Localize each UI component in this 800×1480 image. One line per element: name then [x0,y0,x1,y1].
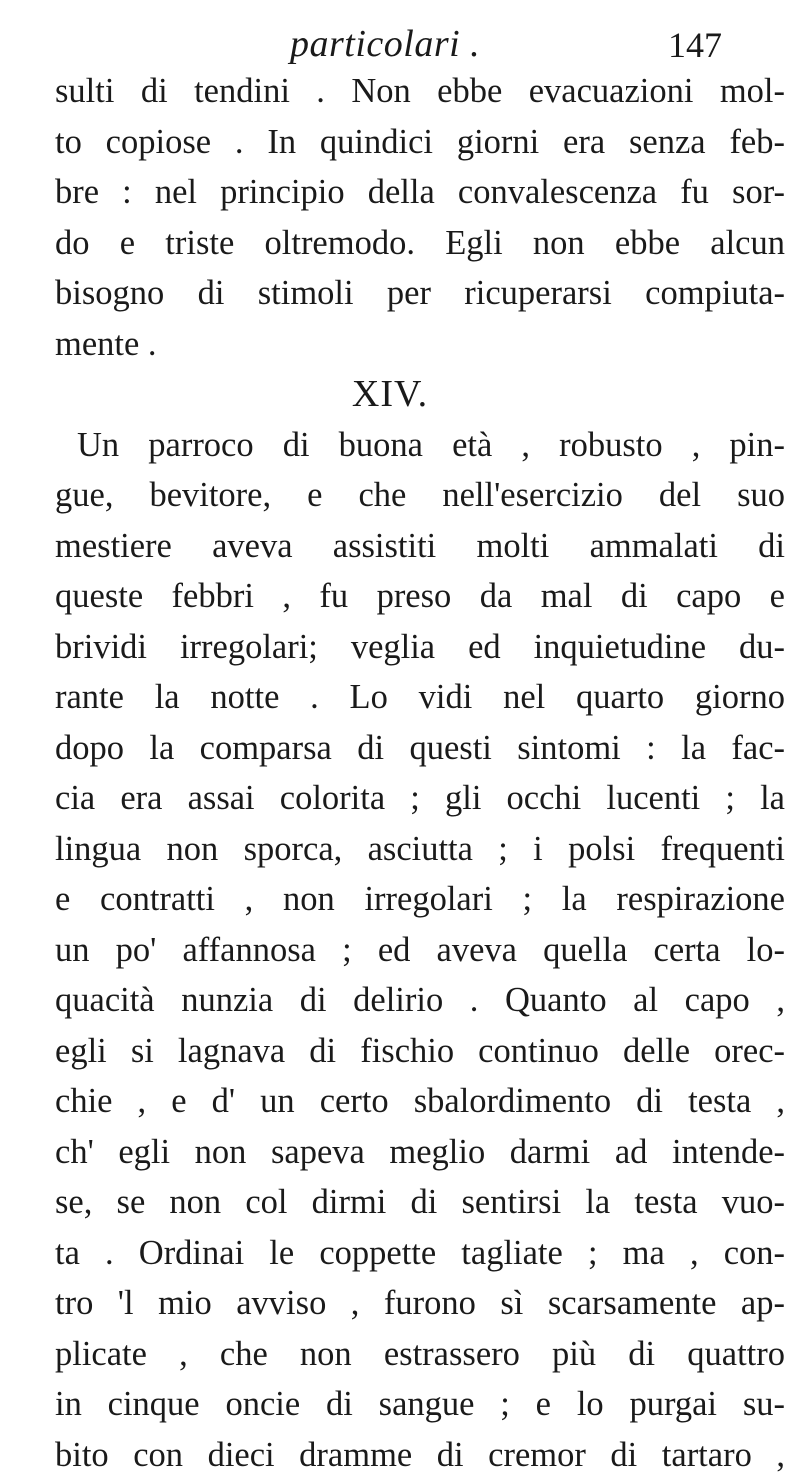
text-line: tro 'l mio avviso , furono sì scarsamente ap- [55,1278,785,1329]
text-line: egli si lagnava di fischio continuo delle orec- [55,1026,785,1077]
text-line: bre : nel principio della convalescenza fu sor- [55,167,785,218]
text-line: queste febbri , fu preso da mal di capo e [55,571,785,622]
text-line: to copiose . In quindici giorni era senza feb- [55,117,785,168]
text-line: dopo la comparsa di questi sintomi : la fac- [55,723,785,774]
page-number: 147 [668,24,722,66]
text-line: lingua non sporca, asciutta ; i polsi frequenti [55,824,785,875]
text-line: sulti di tendini . Non ebbe evacuazioni mol- [55,66,785,117]
text-line: in cinque oncie di sangue ; e lo purgai su- [55,1379,785,1430]
text-line: bisogno di stimoli per ricuperarsi compiuta- [55,268,785,319]
text-line: un po' affannosa ; ed aveva quella certa lo- [55,925,785,976]
text-line: rante la notte . Lo vidi nel quarto giorno [55,672,785,723]
text-line: ta . Ordinai le coppette tagliate ; ma , con- [55,1228,785,1279]
text-line: cia era assai colorita ; gli occhi lucenti ; la [55,773,785,824]
text-line: chie , e d' un certo sbalordimento di testa , [55,1076,785,1127]
text-line: quacità nunzia di delirio . Quanto al capo , [55,975,785,1026]
text-line: mestiere aveva assistiti molti ammalati di [55,521,785,572]
text-line: gue, bevitore, e che nell'esercizio del suo [55,470,785,521]
body-text [55,66,785,1480]
text-line: do e triste oltremodo. Egli non ebbe alcun [55,218,785,269]
text-line: e contratti , non irregolari ; la respirazione [55,874,785,925]
text-line: mente . [55,319,785,370]
section-heading: XIV. [55,369,785,420]
running-title: particolari . [290,22,480,66]
text-line: ch' egli non sapeva meglio darmi ad intende- [55,1127,785,1178]
running-head [0,20,800,70]
text-line: Un parroco di buona età , robusto , pin- [55,420,785,471]
text-line: plicate , che non estrassero più di quattro [55,1329,785,1380]
text-line: se, se non col dirmi di sentirsi la testa vuo- [55,1177,785,1228]
text-line: brividi irregolari; veglia ed inquietudine du- [55,622,785,673]
text-line: bito con dieci dramme di cremor di tartaro , [55,1430,785,1480]
